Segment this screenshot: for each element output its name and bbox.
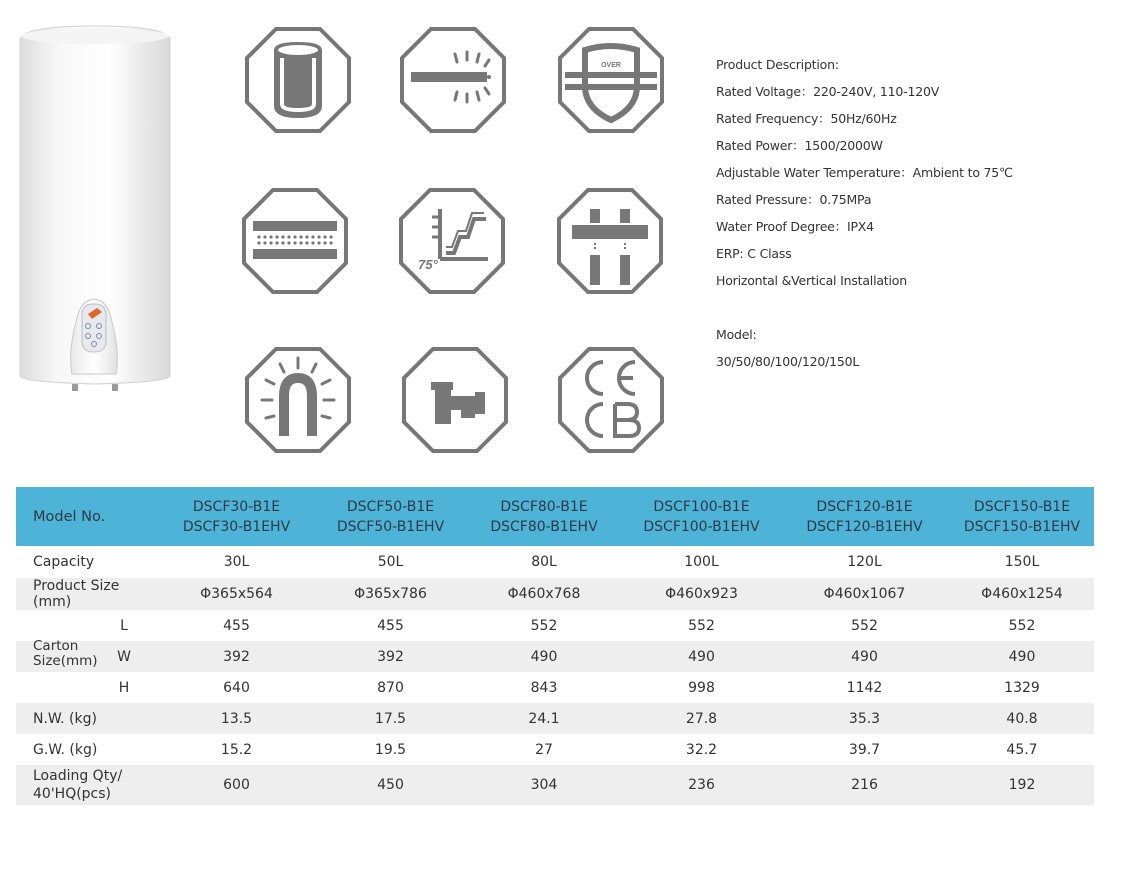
table-cell: 455: [377, 617, 404, 634]
model-no-header: Model No.: [16, 487, 156, 546]
product-description: [716, 56, 1116, 380]
table-cell: 24.1: [464, 703, 624, 734]
water-heater-image: [18, 22, 172, 392]
table-cell: 80L: [531, 554, 557, 570]
safety-valve-icon: [556, 187, 664, 295]
table-row: [16, 765, 1094, 805]
table-cell: 552: [851, 617, 878, 634]
table-cell: 843: [530, 679, 558, 696]
model-header: DSCF50-B1E DSCF50-B1EHV: [317, 487, 464, 546]
table-cell: 236: [624, 765, 779, 805]
table-cell: 17.5: [317, 703, 464, 734]
table-cell: Φ460x923: [624, 578, 779, 610]
table-cell: 19.5: [374, 741, 407, 758]
heating-element-icon: [399, 26, 507, 134]
row-label: L: [120, 617, 128, 634]
specification-table: [16, 487, 1094, 805]
model-header: DSCF100-B1E DSCF100-B1EHV: [624, 487, 779, 546]
model-value: 30/50/80/100/120/150L: [716, 354, 860, 369]
table-cell: 450: [317, 765, 464, 805]
table-cell: 552: [1008, 617, 1036, 634]
spec-rated-pressure: Rated Pressure：0.75MPa: [716, 192, 872, 207]
description-heading: Product Description:: [716, 57, 839, 72]
table-row: [16, 703, 1094, 734]
model-header: DSCF30-B1E DSCF30-B1EHV: [156, 487, 317, 546]
row-label: Product Size (mm): [16, 578, 156, 610]
spec-rated-frequency: Rated Frequency：50Hz/60Hz: [716, 111, 897, 126]
table-row: [16, 610, 1094, 641]
table-cell: 13.5: [156, 703, 317, 734]
table-row: [16, 578, 1094, 610]
table-row: [16, 672, 1094, 703]
svg-text:75°: 75°: [418, 257, 438, 272]
table-cell: 27.8: [624, 703, 779, 734]
model-heading: Model:: [716, 327, 757, 342]
table-cell: 27: [535, 741, 553, 758]
table-cell: Φ365x564: [156, 578, 317, 610]
table-cell: Φ460x1254: [950, 578, 1094, 610]
row-label: H: [118, 679, 130, 696]
table-cell: 998: [688, 679, 715, 696]
spec-installation: Horizontal &Vertical Installation: [716, 273, 907, 288]
table-cell: 120L: [847, 554, 882, 570]
table-row: [16, 546, 1094, 578]
table-cell: 640: [223, 679, 250, 696]
table-cell: 39.7: [848, 741, 881, 758]
table-cell: 552: [688, 617, 715, 634]
table-cell: 304: [464, 765, 624, 805]
spec-rated-power: Rated Power：1500/2000W: [716, 138, 883, 153]
carton-size-label: Carton Size(mm): [33, 638, 98, 669]
table-cell: 15.2: [220, 741, 253, 758]
model-header: DSCF80-B1E DSCF80-B1EHV: [464, 487, 624, 546]
table-cell: 870: [377, 679, 404, 696]
table-cell: 552: [530, 617, 558, 634]
insulation-layer-icon: [241, 187, 349, 295]
row-label: N.W. (kg): [16, 703, 156, 734]
row-label: W: [16, 641, 156, 672]
magnesium-anode-icon: [244, 346, 352, 454]
table-cell: 50L: [377, 554, 404, 570]
table-row: [16, 734, 1094, 765]
table-cell: 1329: [1004, 679, 1040, 696]
table-cell: 1142: [846, 679, 883, 696]
table-cell: 392: [317, 641, 464, 672]
table-cell: 490: [950, 641, 1094, 672]
table-header-row: [16, 487, 1094, 546]
table-cell: 40.8: [950, 703, 1094, 734]
table-cell: 490: [624, 641, 779, 672]
table-cell: Φ460x1067: [779, 578, 950, 610]
table-cell: 455: [223, 617, 250, 634]
table-cell: 192: [950, 765, 1094, 805]
table-cell: 32.2: [685, 741, 718, 758]
table-cell: 30L: [223, 554, 250, 570]
spec-water-proof-degree: Water Proof Degree：IPX4: [716, 219, 874, 234]
spec-rated-voltage: Rated Voltage：220-240V, 110-120V: [716, 84, 940, 99]
model-header: DSCF120-B1E DSCF120-B1EHV: [779, 487, 950, 546]
table-cell: 35.3: [779, 703, 950, 734]
temperature-control-icon: [398, 187, 506, 295]
table-cell: 600: [156, 765, 317, 805]
table-cell: 216: [779, 765, 950, 805]
table-cell: 100L: [684, 554, 719, 570]
row-label: Loading Qty/ 40'HQ(pcs): [16, 765, 156, 805]
table-cell: Φ460x768: [464, 578, 624, 610]
table-cell: 490: [779, 641, 950, 672]
table-row: [16, 641, 1094, 672]
table-cell: 150L: [1004, 554, 1040, 570]
svg-text:OVER: OVER: [601, 62, 621, 69]
model-header: DSCF150-B1E DSCF150-B1EHV: [950, 487, 1094, 546]
row-label: Capacity: [33, 554, 95, 570]
table-cell: Φ365x786: [317, 578, 464, 610]
spec-erp-class: ERP: C Class: [716, 246, 792, 261]
row-label: G.W. (kg): [33, 741, 98, 758]
spec-water-temperature: Adjustable Water Temperature：Ambient to 75℃: [716, 165, 1013, 180]
overheat-protection-shield-icon: [557, 26, 665, 134]
table-cell: 392: [156, 641, 317, 672]
table-cell: 45.7: [1006, 741, 1038, 758]
inner-tank-icon: [244, 26, 352, 134]
table-cell: 490: [464, 641, 624, 672]
pressure-valve-icon: [401, 346, 509, 454]
ce-cb-certification-icon: [557, 346, 665, 454]
